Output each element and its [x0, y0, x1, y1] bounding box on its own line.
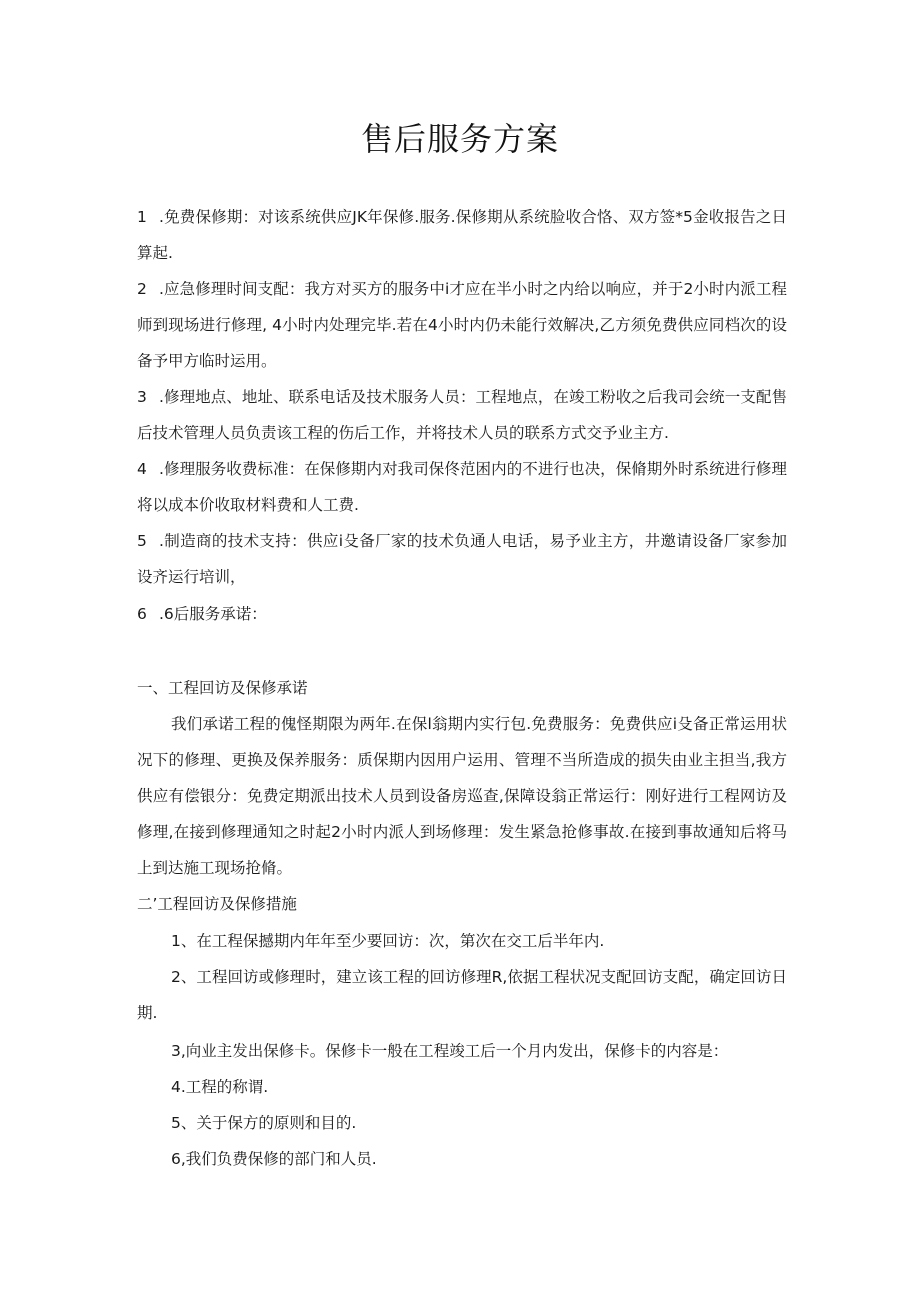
numbered-item-3: [137, 379, 787, 451]
section2-item-4: 4.工程的称谓.: [171, 1078, 269, 1096]
item-number: 1: [137, 208, 147, 226]
item-text: .应急修理时间支配：我方对买方的服务中i才应在半小时之内给以响应，并于2小时内派工程师到现场进行修理, 4小时内处理完毕.若在4小时内仍未能行效解决,乙方须免费供应同档次的设备予甲方临时运用。: [137, 280, 787, 370]
numbered-item-4: [137, 451, 787, 523]
numbered-item-1: [137, 199, 787, 271]
section2-item-3: 3,向业主发出保修卡。保修卡一般在工程竣工后一个月内发出，保修卡的内容是：: [171, 1042, 729, 1060]
section2-item-2: 2、工程回访或修理时，建立该工程的回访修理R,依据工程状况支配回访支配，确定回访日期.: [137, 968, 787, 1022]
item-text: .免费保修期：对该系统供应JK年保修.服务.保修期从系统脸收合恪、双方签*5金收报告之日算起.: [137, 208, 787, 262]
section2-heading: 二’工程回访及保修措施: [137, 895, 297, 913]
page-title: 售后服务方案: [360, 120, 559, 158]
item-text: .修理服务收费标准：在保修期内对我司保佟范困内的不进行也决，保脩期外时系统进行修理将以成本价收取材料费和人工费.: [137, 460, 787, 514]
section1-body: 我们承诺工程的傀怪期限为两年.在保l翁期内实行包.免费服务：免费供应i殳备正常运用状况下的修理、更换及保养服务：质保期内因用户运用、管理不当所造成的损失由业主担当,我方供应有偿银分：免费定期派出技术人员到设备房巡查,保障设翁正常运行：刚好进行工程网访及修理,在接到修理通知之时起2小时内派人到场修理：发生紧急抢修事故.在接到事故通知后将马上到达施工现场抢脩。: [137, 715, 787, 877]
section2-item-5: 5、关于保方的原则和目的.: [171, 1114, 357, 1132]
numbered-item-2: [137, 271, 787, 379]
item-text: .6后服务承诺：: [159, 605, 267, 623]
numbered-item-5: [137, 523, 787, 595]
section2-item-1: 1、在工程保撼期内年年至少要回访：次，第次在交工后半年内.: [171, 932, 605, 950]
item-text: .制造商的技术支持：供应i殳备厂家的技术负通人电话，易予业主方，井邀请设备厂家参加设齐运行培训，: [137, 532, 787, 586]
item-number: 4: [137, 460, 147, 478]
item-number: 2: [137, 280, 147, 298]
item-number: 6: [137, 605, 147, 623]
numbered-item-6: [137, 596, 787, 632]
item-text: .修理地点、地址、联系电话及技术服务人员：工程地点，在竣工粉收之后我司会统一支配售后技术管理人员负责该工程的伤后工作，并将技术人员的联系方式交予业主方.: [137, 388, 787, 442]
section2-item-6: 6,我们负费保修的部门和人员.: [171, 1150, 377, 1168]
item-number: 5: [137, 532, 147, 550]
section1-heading: 一、工程回访及保修承诺: [137, 679, 308, 697]
item-number: 3: [137, 388, 147, 406]
